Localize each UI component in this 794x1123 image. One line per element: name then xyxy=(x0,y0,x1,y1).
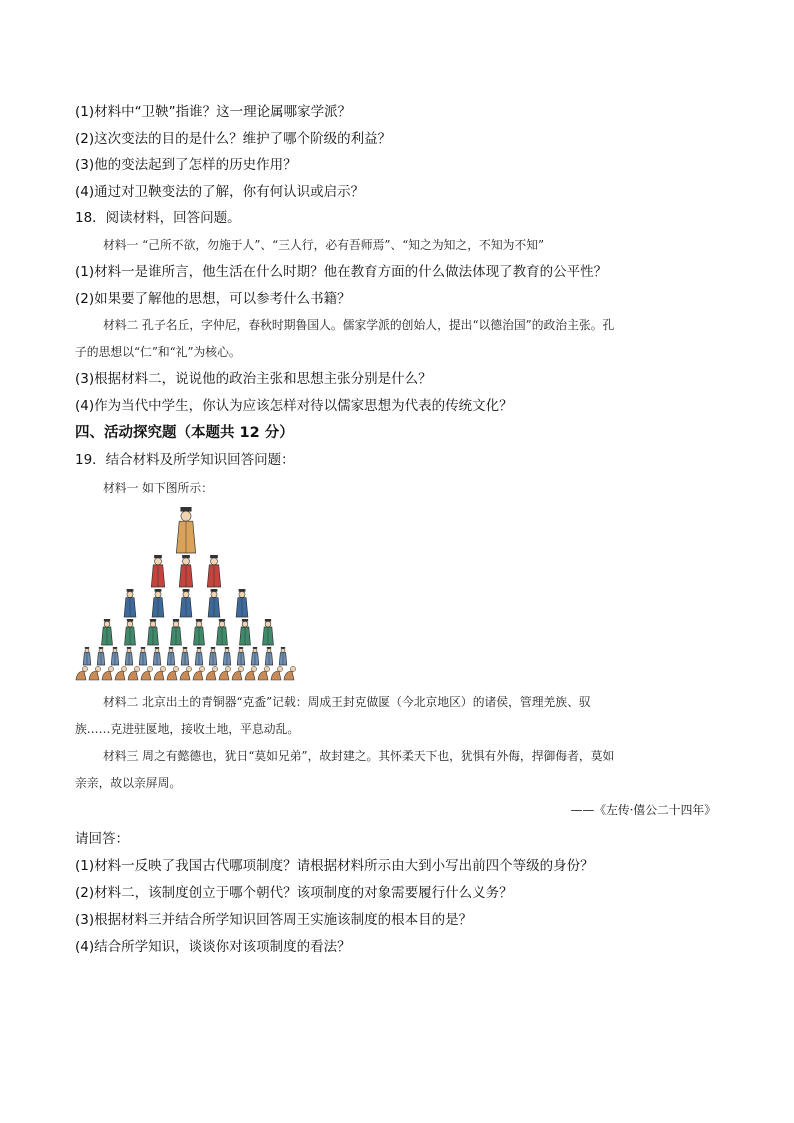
q19-source-citation: ——《左传·僖公二十四年》 xyxy=(570,803,716,817)
slave-figure xyxy=(193,666,205,680)
q18-sub4: (4)作为当代中学生，你认为应该怎样对待以儒家思想为代表的传统文化？ xyxy=(75,398,513,414)
q19-material1: 材料一 如下图所示： xyxy=(103,481,213,495)
q17-sub3: (3)他的变法起到了怎样的历史作用？ xyxy=(75,157,297,173)
q18-sub3: (3)根据材料二，说说他的政治主张和思想主张分别是什么？ xyxy=(75,371,432,387)
shi-figure xyxy=(217,619,228,645)
commoner-figure xyxy=(153,647,161,665)
shi-figure xyxy=(171,619,182,645)
q18-stem: 18．阅读材料，回答问题。 xyxy=(75,210,241,226)
shi-figure xyxy=(263,619,274,645)
q18-sub2: (2)如果要了解他的思想，可以参考什么书籍？ xyxy=(75,291,351,307)
minister-figure xyxy=(208,589,220,617)
slave-figure xyxy=(89,666,101,680)
slave-figure xyxy=(258,666,270,680)
minister-figure xyxy=(124,589,136,617)
slave-figure xyxy=(154,666,166,680)
q18-material2-line2: 子的思想以“仁”和“礼”为核心。 xyxy=(75,345,241,359)
q18-material1: 材料一 “己所不欲，勿施于人”、“三人行，必有吾师焉”、“知之为知之，不知为不知” xyxy=(103,238,545,252)
q19-material3-line1: 材料三 周之有懿德也，犹日“莫如兄弟”，故封建之。其怀柔天下也，犹惧有外侮，捍御侮者，莫如 xyxy=(103,749,615,763)
slave-figure xyxy=(128,666,140,680)
q17-sub1: (1)材料中“卫鞅”指谁？这一理论属哪家学派？ xyxy=(75,104,352,120)
noble-figure xyxy=(151,555,164,587)
q17-sub4: (4)通过对卫鞅变法的了解，你有何认识或启示？ xyxy=(75,184,365,200)
slave-figure xyxy=(232,666,244,680)
noble-figure xyxy=(179,555,192,587)
king-figure xyxy=(176,507,195,553)
slave-figure xyxy=(102,666,114,680)
commoner-figure xyxy=(167,647,175,665)
q19-stem: 19．结合材料及所学知识回答问题： xyxy=(75,452,295,468)
commoner-figure xyxy=(195,647,203,665)
slave-figure xyxy=(219,666,231,680)
q19-material2-line1: 材料二 北京出土的青铜器“克盉”记载：周成王封克做匽（今北京地区）的诸侯，管理羌族、驭 xyxy=(103,695,591,709)
social-hierarchy-pyramid-figure xyxy=(73,505,313,685)
commoner-figure xyxy=(209,647,217,665)
commoner-figure xyxy=(181,647,189,665)
slave-figure xyxy=(180,666,192,680)
shi-figure xyxy=(125,619,136,645)
q19-sub1: (1)材料一反映了我国古代哪项制度？请根据材料所示由大到小写出前四个等级的身份？ xyxy=(75,858,594,874)
commoner-figure xyxy=(125,647,133,665)
shi-figure xyxy=(194,619,205,645)
slave-figure xyxy=(271,666,283,680)
q19-prompt: 请回答： xyxy=(75,831,129,847)
q18-sub1: (1)材料一是谁所言，他生活在什么时期？他在教育方面的什么做法体现了教育的公平性？ xyxy=(75,264,608,280)
q19-material3-line2: 亲亲，故以亲屏周。 xyxy=(75,776,182,790)
q18-material2-line1: 材料二 孔子名丘，字仲尼，春秋时期鲁国人。儒家学派的创始人，提出“以德治国”的政治主张。孔 xyxy=(103,318,615,332)
noble-figure xyxy=(207,555,220,587)
shi-figure xyxy=(148,619,159,645)
slave-figure xyxy=(76,666,88,680)
shi-figure xyxy=(102,619,113,645)
commoner-figure xyxy=(139,647,147,665)
q19-sub3: (3)根据材料三并结合所学知识回答周王实施该制度的根本目的是？ xyxy=(75,912,473,928)
slave-figure xyxy=(115,666,127,680)
commoner-figure xyxy=(279,647,287,665)
slave-figure xyxy=(284,666,296,680)
commoner-figure xyxy=(111,647,119,665)
minister-figure xyxy=(180,589,192,617)
slave-figure xyxy=(245,666,257,680)
commoner-figure xyxy=(237,647,245,665)
minister-figure xyxy=(236,589,248,617)
slave-figure xyxy=(206,666,218,680)
commoner-figure xyxy=(265,647,273,665)
slave-figure xyxy=(141,666,153,680)
commoner-figure xyxy=(251,647,259,665)
section-heading: 四、活动探究题（本题共 12 分） xyxy=(75,425,294,441)
q17-sub2: (2)这次变法的目的是什么？维护了哪个阶级的利益？ xyxy=(75,131,392,147)
minister-figure xyxy=(152,589,164,617)
q19-material2-line2: 族……克进驻匽地，接收土地，平息动乱。 xyxy=(75,722,300,736)
q19-sub4: (4)结合所学知识，谈谈你对该项制度的看法？ xyxy=(75,939,351,955)
slave-figure xyxy=(167,666,179,680)
shi-figure xyxy=(240,619,251,645)
q19-sub2: (2)材料二，该制度创立于哪个朝代？该项制度的对象需要履行什么义务？ xyxy=(75,885,513,901)
commoner-figure xyxy=(83,647,91,665)
commoner-figure xyxy=(223,647,231,665)
commoner-figure xyxy=(97,647,105,665)
